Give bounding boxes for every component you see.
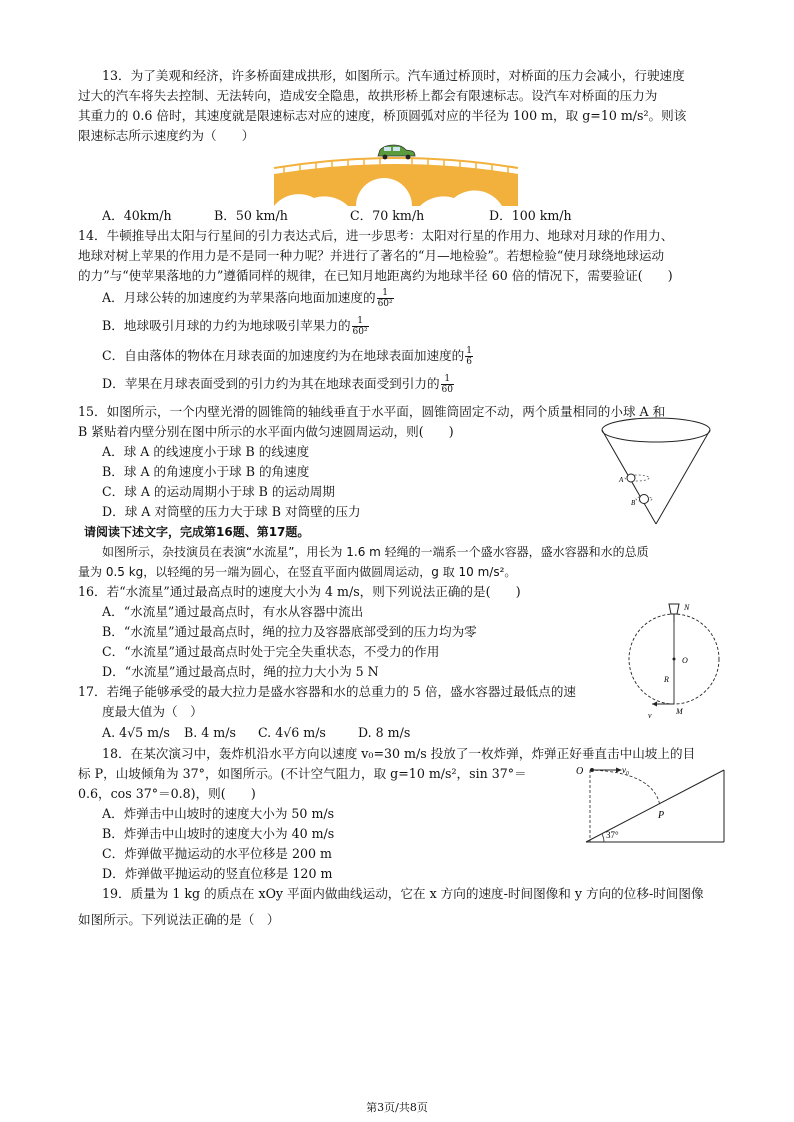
bomb-dot xyxy=(590,768,594,772)
trajectory-curve xyxy=(590,770,660,806)
q14-line-1: 14．牛顿推导出太阳与行星间的引力表达式后，进一步思考：太阳对行星的作用力、地球对月球的作用力、 xyxy=(78,228,674,243)
q13-option-c: C．70 km/h xyxy=(350,208,425,223)
reading-line-2: 量为 0.5 kg，以轻绳的另一端为圆心，在竖直平面内做圆周运动，g 取 10 m/s²。 xyxy=(78,565,517,579)
q18-line-2: 标 P，山坡倾角为 37°，如图所示。(不计空气阻力，取 g=10 m/s²，sin 37°＝ xyxy=(78,766,527,781)
water-container-icon xyxy=(669,604,679,614)
cone-right-wall xyxy=(656,430,710,524)
q14-line-2: 地球对树上苹果的作用力是不是同一种力呢？并进行了著名的“月—地检验”。若想检验“使月球绕地球运动 xyxy=(78,248,665,263)
q17-option-a: A. 4√5 m/s xyxy=(102,725,170,740)
reading-line-1: 如图所示，杂技演员在表演“水流星”，用长为 1.6 m 轻绳的一端系一个盛水容器，盛水容器和水的总质 xyxy=(102,545,649,559)
q14-option-a-text: A．月球公转的加速度约为苹果落向地面加速度的 xyxy=(102,290,376,305)
q18-line-1: 18．在某次演习中，轰炸机沿水平方向以速度 v₀=30 m/s 投放了一枚炸弹，炸弹正好垂直击中山坡上的目 xyxy=(102,746,696,761)
q19-line-1: 19．质量为 1 kg 的质点在 xOy 平面内做曲线运动，它在 x 方向的速度-时间图像和 y 方向的位移-时间图像 xyxy=(102,886,704,901)
q14-option-b xyxy=(102,316,369,337)
q16-option-a: A．“水流星”通过最高点时，有水从容器中流出 xyxy=(102,604,364,619)
q17-option-d: D. 8 m/s xyxy=(358,725,411,740)
q16-stem: 16．若“水流星”通过最高点时的速度大小为 4 m/s，则下列说法正确的是( ) xyxy=(78,584,521,599)
label-o: O xyxy=(576,766,584,777)
q13-option-a: A．40km/h xyxy=(102,208,172,223)
label-r: R xyxy=(664,675,669,684)
q17-line-1: 17．若绳子能够承受的最大拉力是盛水容器和水的总重力的 5 倍，盛水容器过最低点的速 xyxy=(78,684,577,699)
label-p: P xyxy=(658,810,665,821)
q15-line-2: B 紧贴着内壁分别在图中所示的水平面内做匀速圆周运动，则( ) xyxy=(78,424,454,439)
q17-option-b: B. 4 m/s xyxy=(184,725,236,740)
q16-option-b: B．“水流星”通过最高点时，绳的拉力及容器底部受到的压力均为零 xyxy=(102,624,477,639)
q13-line-2: 过大的汽车将失去控制、无法转向，造成安全隐患，故拱形桥上都会有限速标志。设汽车对桥面的压力为 xyxy=(78,88,658,103)
q18-option-a: A．炸弹击中山坡时的速度大小为 50 m/s xyxy=(102,806,335,821)
label-a: A xyxy=(619,476,624,484)
q17-option-c: C. 4√6 m/s xyxy=(258,725,326,740)
label-m: M xyxy=(676,707,683,716)
cone-rim xyxy=(602,418,710,442)
water-star-figure xyxy=(624,600,724,724)
q18-option-d: D．炸弹做平抛运动的竖直位移是 120 m xyxy=(102,866,333,881)
q13-option-b: B．50 km/h xyxy=(214,208,288,223)
q16-option-c: C．“水流星”通过最高点时处于完全失重状态，不受力的作用 xyxy=(102,644,440,659)
label-b: B xyxy=(631,499,636,507)
q18-option-b: B．炸弹击中山坡时的速度大小为 40 m/s xyxy=(102,826,335,841)
q14-option-d xyxy=(102,374,454,395)
q14-option-c xyxy=(102,346,473,367)
q15-line-1: 15．如图所示，一个内壁光滑的圆锥筒的轴线垂直于水平面，圆锥筒固定不动，两个质量相同的小球 A 和 xyxy=(78,404,666,419)
q18-line-3: 0.6，cos 37°＝0.8)，则( ) xyxy=(78,786,256,801)
q14-option-a-fraction: $\frac{1}{\text{60²}}$ xyxy=(377,288,393,309)
q14-option-b-fraction: $\frac{1}{\text{60²}}$ xyxy=(352,316,368,337)
q15-option-b: B．球 A 的角速度小于球 B 的角速度 xyxy=(102,464,310,479)
q13-option-d: D．100 km/h xyxy=(489,208,572,223)
q18-option-c: C．炸弹做平抛运动的水平位移是 200 m xyxy=(102,846,332,861)
label-o: O xyxy=(682,656,688,665)
label-v0: v₀ xyxy=(622,765,630,775)
bomber-slope-figure xyxy=(574,760,726,846)
q14-option-c-text: C．自由落体的物体在月球表面的加速度约为在地球表面加速度的 xyxy=(102,348,465,363)
ball-b xyxy=(640,495,649,504)
q14-option-a xyxy=(102,288,394,309)
q13-line-3: 其重力的 0.6 倍时，其速度就是限速标志对应的速度，桥顶圆弧对应的半径为 100 m，取 g=10 m/s²。则该 xyxy=(78,108,687,123)
cone-figure xyxy=(598,416,714,528)
label-angle: 37° xyxy=(606,830,619,840)
q15-option-c: C．球 A 的运动周期小于球 B 的运动周期 xyxy=(102,484,335,499)
arch-bridge-figure xyxy=(272,142,520,208)
q16-option-d: D．“水流星”通过最高点时，绳的拉力大小为 5 N xyxy=(102,664,379,679)
page-footer: 第3页/共8页 xyxy=(366,1101,428,1114)
angle-arc xyxy=(602,834,604,842)
reading-heading: 请阅读下述文字，完成第16题、第17题。 xyxy=(84,525,310,539)
q17-line-2: 度最大值为（ ） xyxy=(102,704,203,719)
q15-option-d: D．球 A 对筒壁的压力大于球 B 对筒壁的压力 xyxy=(102,504,361,519)
q14-option-c-fraction: $\frac{1}{6}$ xyxy=(466,346,472,367)
q13-line-1: 13．为了美观和经济，许多桥面建成拱形，如图所示。汽车通过桥顶时，对桥面的压力会减小，行驶速度 xyxy=(102,68,685,83)
q15-option-a: A．球 A 的线速度小于球 B 的线速度 xyxy=(102,444,310,459)
bridge-body xyxy=(274,164,518,206)
center-point xyxy=(673,658,676,661)
ball-a xyxy=(627,474,635,482)
q14-line-3: 的力”与“使苹果落地的力”遵循同样的规律，在已知月地距离约为地球半径 60 倍的情况下，需要验证( ) xyxy=(78,268,673,283)
label-n: N xyxy=(684,603,690,612)
label-v: v xyxy=(648,711,652,720)
q13-line-4: 限速标志所示速度约为（ ） xyxy=(78,128,255,143)
q19-line-2: 如图所示。下列说法正确的是（ ） xyxy=(78,912,280,927)
q14-option-b-text: B．地球吸引月球的力约为地球吸引苹果力的 xyxy=(102,318,351,333)
q14-option-d-fraction: $\frac{1}{60}$ xyxy=(441,374,453,395)
q14-option-d-text: D．苹果在月球表面受到的引力约为其在地球表面受到引力的 xyxy=(102,376,440,391)
